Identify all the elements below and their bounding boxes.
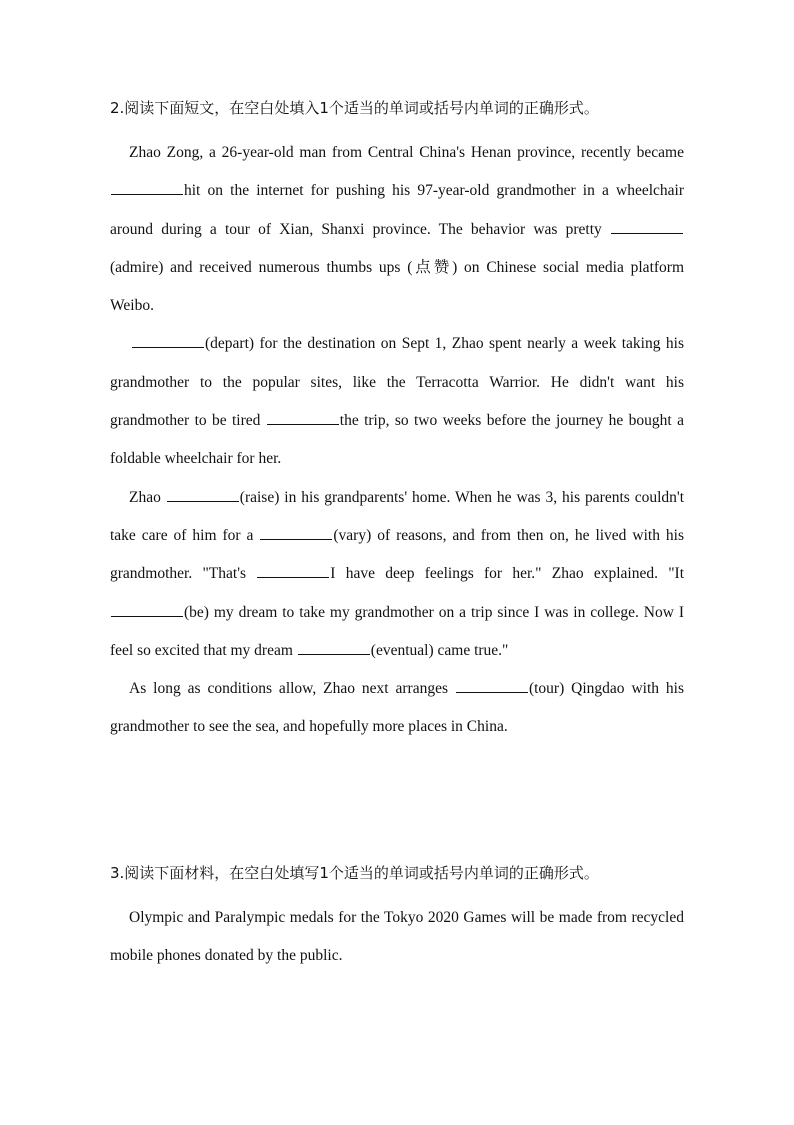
blank-4[interactable] [267,411,339,425]
text-segment: (vary) of reasons, and from then on, he lived with his grandmother. "That's [110,526,685,583]
blank-2[interactable] [611,220,683,234]
blank-7[interactable] [257,564,329,578]
blank-3[interactable] [132,334,204,348]
text-segment: Zhao [129,488,166,506]
question-2-paragraph-4 [110,670,684,747]
blank-10[interactable] [456,679,528,693]
question-2 [110,96,684,747]
text-segment: (eventual) came true." [370,641,509,659]
text-segment: hit on the internet for pushing his 97-year-old grandmother in a wheelchair around during a tour of Xian, Shanxi province. The behavior was pretty [110,182,684,238]
blank-5[interactable] [167,488,239,502]
blank-1[interactable] [111,181,183,195]
text-segment: Zhao Zong, a 26-year-old man from Central China's Henan province, recently became [129,144,684,161]
question-2-paragraph-3 [110,479,684,670]
question-2-paragraph-1 [110,134,684,325]
question-3 [110,861,684,976]
text-segment: (be) my dream to take my grandmother on a trip since I was in college. Now I feel so excited that my dream [110,603,684,659]
question-3-heading: 3.阅读下面材料，在空白处填写1个适当的单词或括号内单词的正确形式。 [110,864,599,882]
text-segment: the trip, so two weeks before the journey he bought a foldable wheelchair for her. [110,412,684,468]
question-3-paragraph-1: Olympic and Paralympic medals for the Tokyo 2020 Games will be made from recycled mobile phones donated by the public. [110,909,684,965]
text-segment: I have deep feelings for her." Zhao explained. "It [330,565,684,583]
blank-6[interactable] [260,526,332,540]
blank-9[interactable] [298,641,370,655]
blank-8[interactable] [111,603,183,617]
text-segment: (raise) in his grandparents' home. When he was 3, his parents couldn't take care of him for a [110,488,684,544]
question-2-heading: 2.阅读下面短文，在空白处填入1个适当的单词或括号内单词的正确形式。 [110,99,599,117]
text-segment: (admire) and received numerous thumbs ups (点赞) on Chinese social media platform Weibo. [110,258,684,315]
question-2-paragraph-2 [110,325,684,478]
text-segment: As long as conditions allow, Zhao next arranges [129,680,455,698]
text-segment: (tour) Qingdao with his grandmother to see the sea, and hopefully more places in China. [110,680,684,736]
text-segment: (depart) for the destination on Sept 1, Zhao spent nearly a week taking his grandmother to the popular sites, like the Terracotta Warrior. He didn't want his grandmother to be tired [110,335,684,430]
